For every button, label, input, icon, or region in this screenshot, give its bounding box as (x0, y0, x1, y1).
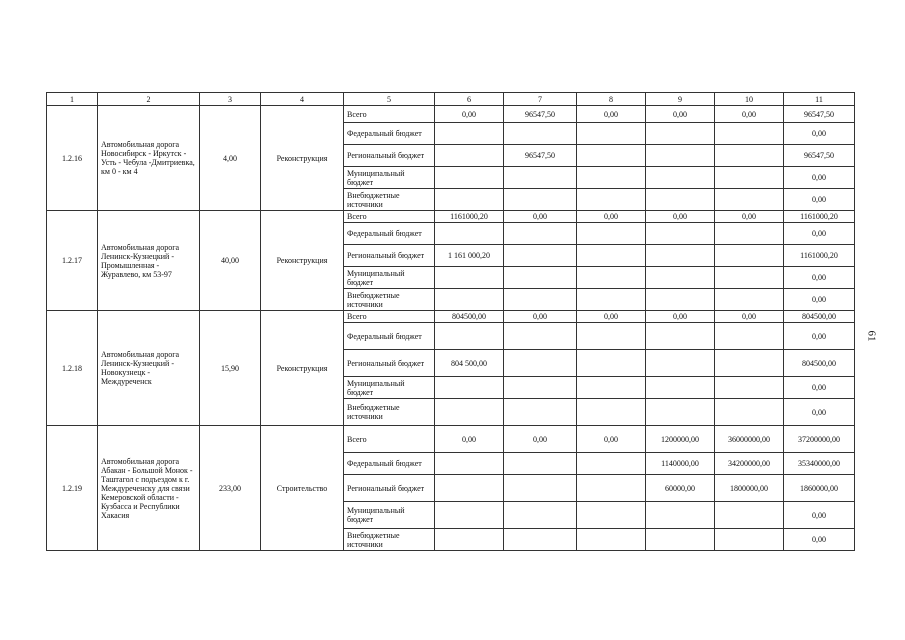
value-cell (504, 453, 577, 475)
work-type: Строительство (261, 426, 344, 551)
value-cell (435, 189, 504, 211)
value-cell: 0,00 (784, 502, 855, 529)
value-cell: 0,00 (784, 167, 855, 189)
value-cell (646, 223, 715, 245)
value-cell (646, 167, 715, 189)
value-cell (715, 377, 784, 399)
value-cell: 1800000,00 (715, 475, 784, 502)
value-cell: 35340000,00 (784, 453, 855, 475)
value-cell (646, 529, 715, 551)
value-cell (435, 289, 504, 311)
value-cell (435, 323, 504, 350)
value-cell (715, 189, 784, 211)
value-cell: 0,00 (784, 189, 855, 211)
value-cell (715, 529, 784, 551)
road-length: 4,00 (200, 106, 261, 211)
value-cell (646, 267, 715, 289)
value-cell: 0,00 (577, 311, 646, 323)
value-cell: 96547,50 (504, 145, 577, 167)
header-cell: 8 (577, 93, 646, 106)
value-cell (435, 529, 504, 551)
value-cell: 0,00 (504, 426, 577, 453)
value-cell (577, 323, 646, 350)
value-cell (715, 223, 784, 245)
item-number: 1.2.16 (47, 106, 98, 211)
value-cell (715, 245, 784, 267)
value-cell (435, 167, 504, 189)
value-cell (577, 453, 646, 475)
funding-source: Внебюджетные источники (344, 399, 435, 426)
value-cell: 0,00 (577, 211, 646, 223)
table-row (47, 311, 855, 323)
value-cell: 0,00 (504, 311, 577, 323)
value-cell: 0,00 (784, 399, 855, 426)
funding-source: Региональный бюджет (344, 350, 435, 377)
value-cell: 0,00 (435, 106, 504, 123)
header-cell: 5 (344, 93, 435, 106)
value-cell (646, 189, 715, 211)
value-cell (646, 245, 715, 267)
value-cell (715, 350, 784, 377)
value-cell (504, 223, 577, 245)
value-cell (504, 350, 577, 377)
value-cell (504, 189, 577, 211)
road-length: 40,00 (200, 211, 261, 311)
value-cell (504, 245, 577, 267)
value-cell (715, 123, 784, 145)
value-cell: 0,00 (784, 529, 855, 551)
value-cell: 0,00 (646, 311, 715, 323)
value-cell (504, 167, 577, 189)
road-length: 233,00 (200, 426, 261, 551)
value-cell (715, 167, 784, 189)
value-cell: 1161000,20 (784, 245, 855, 267)
value-cell: 37200000,00 (784, 426, 855, 453)
funding-source: Всего (344, 426, 435, 453)
value-cell (504, 123, 577, 145)
value-cell: 1140000,00 (646, 453, 715, 475)
value-cell (577, 399, 646, 426)
value-cell (646, 123, 715, 145)
value-cell: 96547,50 (784, 145, 855, 167)
value-cell: 60000,00 (646, 475, 715, 502)
header-cell: 2 (98, 93, 200, 106)
value-cell (435, 502, 504, 529)
table-row (47, 106, 855, 123)
funding-source: Всего (344, 311, 435, 323)
value-cell: 1860000,00 (784, 475, 855, 502)
funding-source: Муниципальный бюджет (344, 267, 435, 289)
road-name: Автомобильная дорога Абакан - Большой Монок - Таштагол с подъездом к г. Междуреченску для связи Кемеровской области - Кузбасса и Республики Хакасия (98, 426, 200, 551)
value-cell (504, 502, 577, 529)
value-cell: 96547,50 (784, 106, 855, 123)
value-cell (577, 145, 646, 167)
funding-source: Региональный бюджет (344, 245, 435, 267)
item-number: 1.2.18 (47, 311, 98, 426)
value-cell (435, 223, 504, 245)
value-cell (577, 223, 646, 245)
value-cell: 0,00 (715, 211, 784, 223)
value-cell (715, 267, 784, 289)
value-cell (715, 399, 784, 426)
page-number: 61 (865, 330, 878, 342)
funding-source: Муниципальный бюджет (344, 167, 435, 189)
value-cell (504, 475, 577, 502)
funding-source: Региональный бюджет (344, 145, 435, 167)
value-cell (577, 245, 646, 267)
funding-source: Внебюджетные источники (344, 289, 435, 311)
value-cell (435, 453, 504, 475)
value-cell (577, 123, 646, 145)
table-row (47, 426, 855, 453)
value-cell (577, 502, 646, 529)
funding-source: Региональный бюджет (344, 475, 435, 502)
value-cell: 34200000,00 (715, 453, 784, 475)
funding-source: Всего (344, 106, 435, 123)
value-cell (715, 323, 784, 350)
funding-table (46, 92, 855, 551)
work-type: Реконструкция (261, 211, 344, 311)
value-cell: 804500,00 (435, 311, 504, 323)
funding-source: Федеральный бюджет (344, 453, 435, 475)
value-cell (577, 529, 646, 551)
value-cell (646, 323, 715, 350)
header-cell: 9 (646, 93, 715, 106)
value-cell: 0,00 (784, 267, 855, 289)
value-cell: 0,00 (715, 106, 784, 123)
value-cell (715, 289, 784, 311)
value-cell: 36000000,00 (715, 426, 784, 453)
value-cell: 804 500,00 (435, 350, 504, 377)
value-cell (504, 529, 577, 551)
value-cell: 0,00 (715, 311, 784, 323)
value-cell (435, 267, 504, 289)
value-cell (435, 145, 504, 167)
value-cell: 1200000,00 (646, 426, 715, 453)
value-cell: 0,00 (577, 426, 646, 453)
value-cell (646, 145, 715, 167)
header-cell: 6 (435, 93, 504, 106)
value-cell: 96547,50 (504, 106, 577, 123)
value-cell: 0,00 (646, 106, 715, 123)
value-cell (504, 289, 577, 311)
value-cell (646, 377, 715, 399)
value-cell (504, 399, 577, 426)
table-row (47, 211, 855, 223)
value-cell: 0,00 (784, 289, 855, 311)
funding-source: Внебюджетные источники (344, 529, 435, 551)
funding-source: Внебюджетные источники (344, 189, 435, 211)
item-number: 1.2.17 (47, 211, 98, 311)
header-cell: 7 (504, 93, 577, 106)
value-cell: 0,00 (784, 377, 855, 399)
value-cell: 1161000,20 (784, 211, 855, 223)
value-cell (577, 189, 646, 211)
header-cell: 4 (261, 93, 344, 106)
value-cell: 1161000,20 (435, 211, 504, 223)
value-cell (646, 350, 715, 377)
funding-source: Муниципальный бюджет (344, 502, 435, 529)
value-cell (715, 502, 784, 529)
value-cell (435, 377, 504, 399)
value-cell (504, 267, 577, 289)
value-cell: 0,00 (646, 211, 715, 223)
header-cell: 3 (200, 93, 261, 106)
funding-source: Всего (344, 211, 435, 223)
value-cell: 1 161 000,20 (435, 245, 504, 267)
road-name: Автомобильная дорога Новосибирск - Иркутск - Усть - Чебула -Дмитриевка, км 0 - км 4 (98, 106, 200, 211)
header-row (47, 93, 855, 106)
value-cell (715, 145, 784, 167)
header-cell: 10 (715, 93, 784, 106)
value-cell: 804500,00 (784, 311, 855, 323)
value-cell (577, 377, 646, 399)
value-cell (577, 167, 646, 189)
value-cell (646, 502, 715, 529)
header-cell: 11 (784, 93, 855, 106)
value-cell (435, 475, 504, 502)
value-cell (504, 323, 577, 350)
work-type: Реконструкция (261, 106, 344, 211)
value-cell: 804500,00 (784, 350, 855, 377)
value-cell: 0,00 (784, 323, 855, 350)
value-cell (577, 267, 646, 289)
funding-source: Федеральный бюджет (344, 323, 435, 350)
value-cell (577, 475, 646, 502)
value-cell (646, 289, 715, 311)
value-cell (577, 350, 646, 377)
item-number: 1.2.19 (47, 426, 98, 551)
value-cell: 0,00 (504, 211, 577, 223)
value-cell: 0,00 (435, 426, 504, 453)
header-cell: 1 (47, 93, 98, 106)
value-cell (646, 399, 715, 426)
value-cell: 0,00 (577, 106, 646, 123)
road-length: 15,90 (200, 311, 261, 426)
work-type: Реконструкция (261, 311, 344, 426)
funding-source: Муниципальный бюджет (344, 377, 435, 399)
value-cell (435, 123, 504, 145)
road-name: Автомобильная дорога Ленинск-Кузнецкий - Промышленная - Журавлево, км 53-97 (98, 211, 200, 311)
value-cell: 0,00 (784, 123, 855, 145)
value-cell (435, 399, 504, 426)
funding-source: Федеральный бюджет (344, 123, 435, 145)
value-cell: 0,00 (784, 223, 855, 245)
value-cell (577, 289, 646, 311)
value-cell (504, 377, 577, 399)
funding-source: Федеральный бюджет (344, 223, 435, 245)
road-name: Автомобильная дорога Ленинск-Кузнецкий - Новокузнецк - Междуреченск (98, 311, 200, 426)
